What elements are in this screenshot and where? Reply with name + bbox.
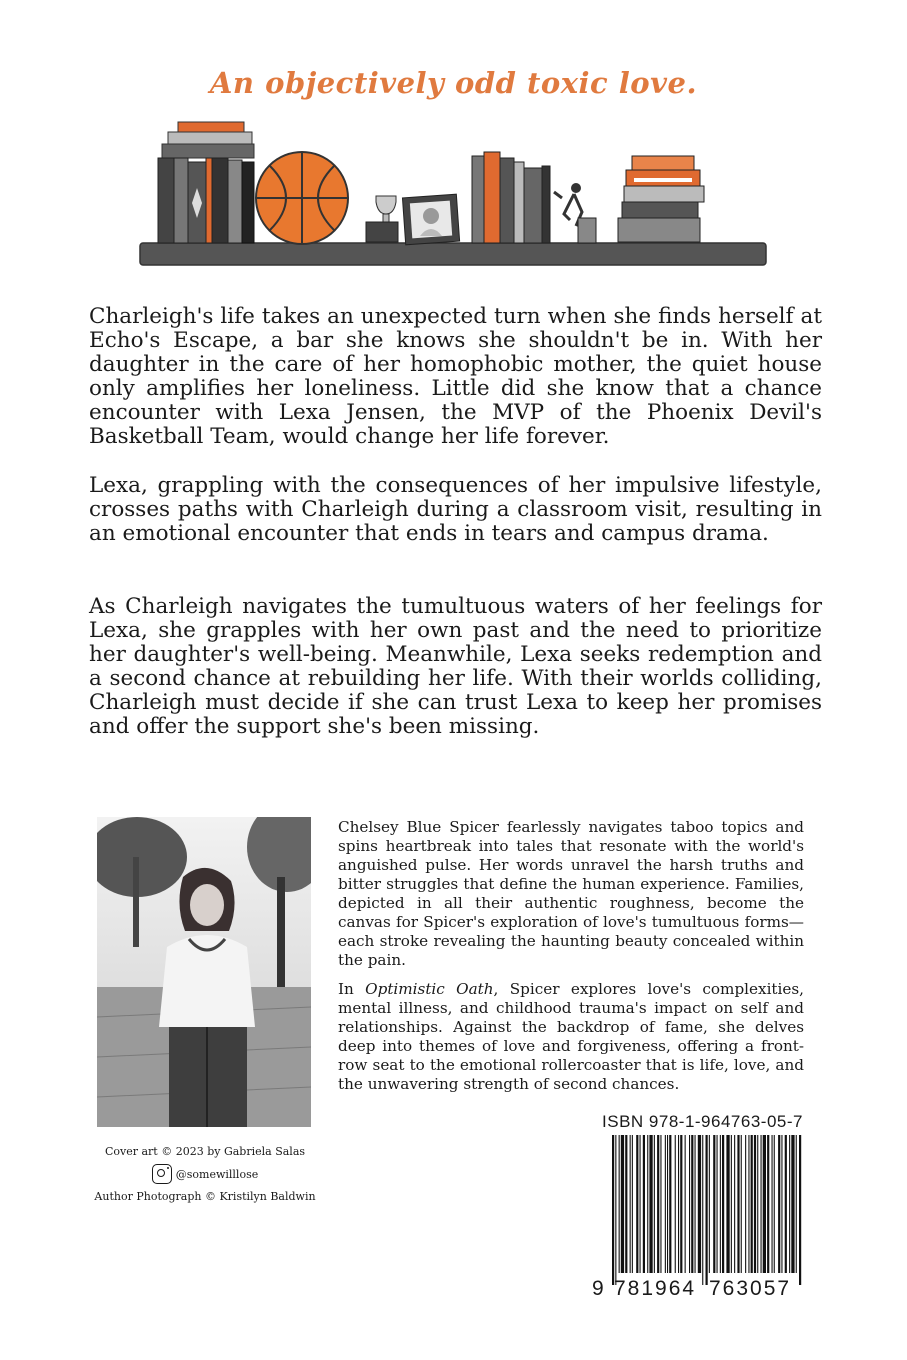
barcode-bar [751,1135,753,1273]
barcode-bar [731,1135,732,1273]
barcode-bar [630,1135,631,1273]
barcode-bar [717,1135,718,1273]
barcode-bar [680,1135,682,1273]
barcode-bar [763,1135,766,1273]
barcode-bar [772,1135,773,1273]
barcode-bar [799,1135,801,1285]
barcode-bar [757,1135,758,1273]
cover-art-credit: Cover art © 2023 by Gabriela Salas [104,1145,306,1158]
barcode-bar [745,1135,746,1273]
author-photo-credit: Author Photograph © Kristilyn Baldwin [94,1190,316,1203]
tagline: An objectively odd toxic love. [209,66,698,100]
isbn-label: ISBN 978-1-964763-05-7 [602,1112,803,1131]
barcode-bar [791,1135,794,1273]
author-bio-paragraph-1: Chelsey Blue Spicer fearlessly navigates taboo topics and spins heartbreak into tales that resonate with the world's anguished pulse. Her words unravel the harsh truths and bitter struggles that define the human experience. Families, depicted in all their authentic roughness, become the canvas for Spicer's exploration of love's tumultuous forms—each stroke revealing the haunting beauty concealed within the pain. [338,818,804,969]
bookshelf-illustration [138,118,770,270]
bio-p2-rest: , Spicer explores love's complexities, mental illness, and childhood trauma's impact on self and relationships. Against the backdrop of fame, she delves deep into themes of love and forgiveness, offering a front-row seat to the emotional rollercoaster that is life, love, and the unwavering strength of second chances. [338,980,805,1093]
barcode-bar [649,1135,652,1273]
barcode-bar [789,1135,790,1273]
barcode-bar [678,1135,679,1273]
barcode-bar [615,1135,616,1285]
barcode-bar [691,1135,693,1273]
author-photo [97,817,311,1127]
barcode-bar [748,1135,749,1273]
barcode-bar [636,1135,638,1273]
barcode-bar [621,1135,624,1273]
barcode-bar [698,1135,701,1273]
barcode-bar [654,1135,655,1273]
barcode-bar [737,1135,739,1273]
barcode-bar [741,1135,742,1273]
instagram-handle [90,1164,320,1184]
barcode-digits-left: 781964 [614,1277,697,1300]
barcode-bar [702,1135,703,1285]
barcode-bar [785,1135,787,1273]
barcode-bar [796,1135,797,1273]
blurb-paragraph-1: Charleigh's life takes an unexpected turn when she finds herself at Echo's Escape, a bar she knows she shouldn't be in. With her daughter in the care of her homophobic mother, the quiet house only amplifies her loneliness. Little did she know that a chance encounter with Lexa Jensen, the MVP of the Phoenix Devil's Basketball Team, would change her life forever. [89,304,822,449]
barcode-bar [722,1135,724,1273]
barcode-bar [781,1135,782,1273]
credits [90,1145,320,1209]
blurb-paragraph-2: Lexa, grappling with the consequences of her impulsive lifestyle, crosses paths with Charleigh during a classroom visit, resulting in an emotional encounter that ends in tears and campus drama. [89,473,822,546]
barcode-bar [675,1135,676,1273]
book-title: Optimistic Oath [365,980,494,998]
author-bio-paragraph-2 [338,980,804,1094]
barcode-bar [667,1135,668,1273]
barcode-bar [619,1135,620,1273]
barcode-bar [695,1135,696,1273]
isbn-barcode [588,1135,810,1300]
barcode-bar [734,1135,735,1273]
bio-p2-prefix: In [338,980,366,998]
barcode-bar [685,1135,686,1273]
barcode-bar [778,1135,780,1273]
barcode-bar [767,1135,769,1273]
barcode-bar [625,1135,627,1273]
barcode-bar [754,1135,756,1273]
barcode-digits-right: 763057 [709,1277,792,1300]
barcode-bar [612,1135,614,1285]
barcode-bar [665,1135,666,1273]
barcode-bar [669,1135,671,1273]
barcode-bar [761,1135,762,1273]
barcode-digit-lead: 9 [592,1277,604,1300]
instagram-handle-text: @somewilllose [175,1167,259,1181]
barcode-bar [709,1135,710,1273]
barcode-bar [726,1135,729,1273]
barcode-bar [647,1135,648,1273]
barcode-bar [657,1135,659,1273]
barcode-bar [643,1135,645,1273]
barcode-bar [660,1135,661,1273]
barcode-bar [632,1135,633,1273]
barcode-bar [713,1135,715,1273]
barcode-bar [640,1135,641,1273]
blurb-paragraph-3: As Charleigh navigates the tumultuous waters of her feelings for Lexa, she grapples with her own past and the need to prioritize her daughter's well-being. Meanwhile, Lexa seeks redemption and a second chance at rebuilding her life. With their worlds colliding, Charleigh must decide if she can trust Lexa to keep her promises and offer the support she's been missing. [89,594,822,739]
instagram-icon [152,1164,172,1184]
barcode-bar [720,1135,721,1273]
barcode-bar [689,1135,690,1273]
barcode-bar [774,1135,775,1273]
barcode-bar [706,1135,708,1285]
